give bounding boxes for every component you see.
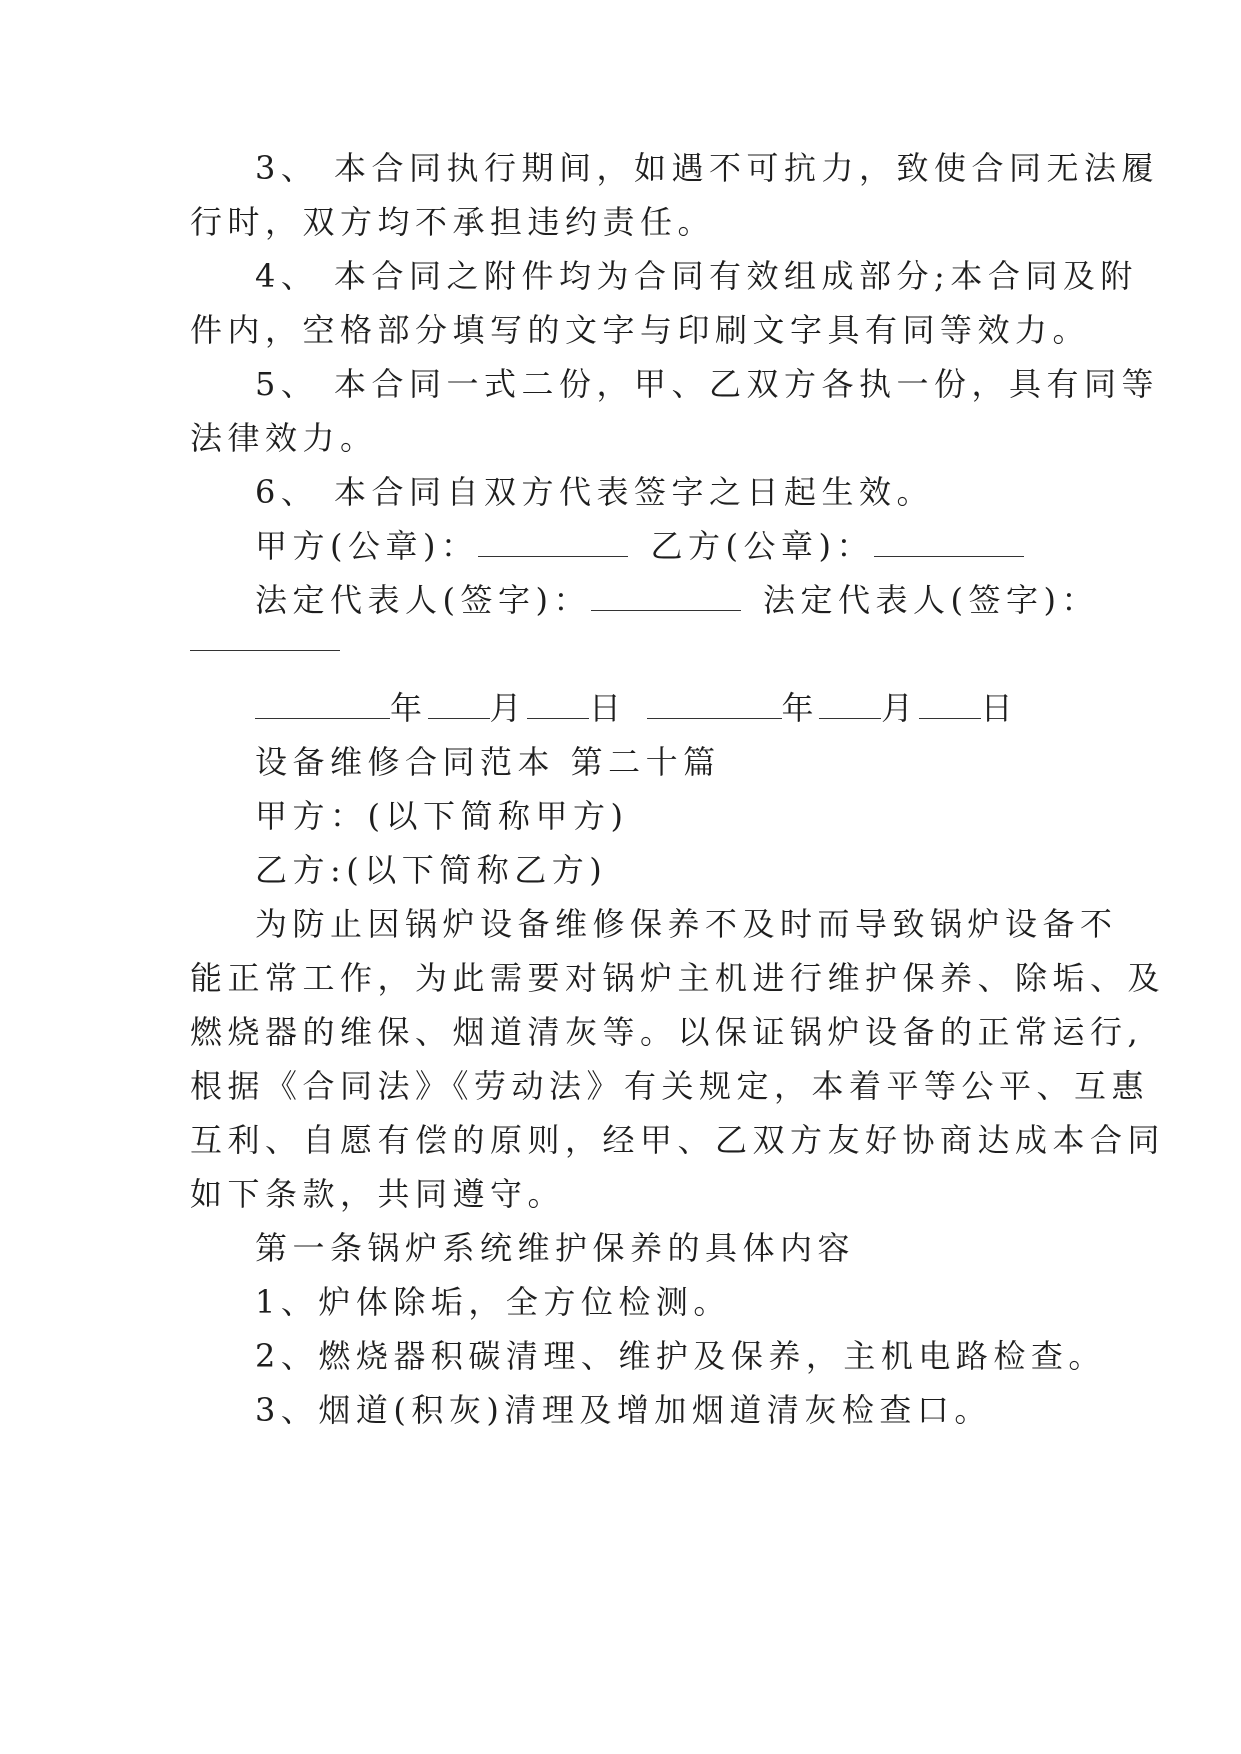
day-b-label: 日 bbox=[980, 689, 1019, 727]
intro-line-4: 根据《合同法》《劳动法》有关规定，本着平等公平、互惠 bbox=[190, 1067, 1150, 1105]
year-b-label: 年 bbox=[781, 689, 820, 727]
rep-b-blank-line bbox=[190, 620, 1090, 660]
intro-line-2: 能正常工作，为此需要对锅炉主机进行维护保养、除垢、及 bbox=[190, 959, 1166, 997]
year-a-label: 年 bbox=[390, 689, 428, 727]
month-b-blank bbox=[819, 690, 881, 719]
intro-line-6: 如下条款，共同遵守。 bbox=[190, 1175, 566, 1213]
party-a-seal-label: 甲方(公章)： bbox=[255, 527, 479, 565]
rep-b-label: 法定代表人(签字)： bbox=[762, 581, 1099, 619]
party-b-line: 乙方:(以下简称乙方) bbox=[255, 851, 608, 889]
rep-b-blank bbox=[190, 622, 340, 651]
clause-4-line-2: 件内，空格部分填写的文字与印刷文字具有同等效力。 bbox=[190, 311, 1091, 349]
rep-a-blank bbox=[591, 582, 741, 611]
date-line bbox=[255, 688, 1155, 728]
clause-5-line-2: 法律效力。 bbox=[190, 419, 378, 457]
month-a-label: 月 bbox=[489, 689, 528, 727]
seal-line bbox=[255, 526, 1155, 566]
party-b-seal-label: 乙方(公章)： bbox=[650, 527, 874, 565]
year-b-blank bbox=[647, 690, 782, 719]
intro-line-3: 燃烧器的维保、烟道清灰等。以保证锅炉设备的正常运行, bbox=[190, 1013, 1144, 1051]
article-1-title: 第一条锅炉系统维护保养的具体内容 bbox=[255, 1229, 856, 1267]
section-title: 设备维修合同范本 第二十篇 bbox=[255, 743, 721, 781]
day-b-blank bbox=[919, 690, 981, 719]
party-b-seal-blank bbox=[874, 528, 1024, 557]
article-1-item-3: 3、烟道(积灰)清理及增加烟道清灰检查口。 bbox=[255, 1391, 992, 1429]
month-a-blank bbox=[428, 690, 490, 719]
rep-a-label: 法定代表人(签字)： bbox=[255, 581, 591, 619]
representative-line bbox=[255, 580, 1155, 620]
day-a-blank bbox=[527, 690, 589, 719]
clause-3-line-2: 行时，双方均不承担违约责任。 bbox=[190, 203, 716, 241]
clause-3-line-1: 3、 本合同执行期间，如遇不可抗力，致使合同无法履 bbox=[255, 149, 1160, 187]
year-a-blank bbox=[255, 690, 390, 719]
party-a-seal-blank bbox=[478, 528, 628, 557]
clause-6-line-1: 6、 本合同自双方代表签字之日起生效。 bbox=[255, 473, 935, 511]
intro-line-5: 互利、自愿有偿的原则，经甲、乙双方友好协商达成本合同 bbox=[190, 1121, 1166, 1159]
intro-line-1: 为防止因锅炉设备维修保养不及时而导致锅炉设备不 bbox=[255, 905, 1118, 943]
day-a-label: 日 bbox=[589, 689, 627, 727]
month-b-label: 月 bbox=[881, 689, 919, 727]
party-a-line: 甲方：(以下简称甲方) bbox=[255, 797, 629, 835]
clause-4-line-1: 4、 本合同之附件均为合同有效组成部分;本合同及附 bbox=[255, 257, 1138, 295]
clause-5-line-1: 5、 本合同一式二份，甲、乙双方各执一份，具有同等 bbox=[255, 365, 1160, 403]
article-1-item-2: 2、燃烧器积碳清理、维护及保养，主机电路检查。 bbox=[255, 1337, 1106, 1375]
article-1-item-1: 1、炉体除垢，全方位检测。 bbox=[255, 1283, 731, 1321]
